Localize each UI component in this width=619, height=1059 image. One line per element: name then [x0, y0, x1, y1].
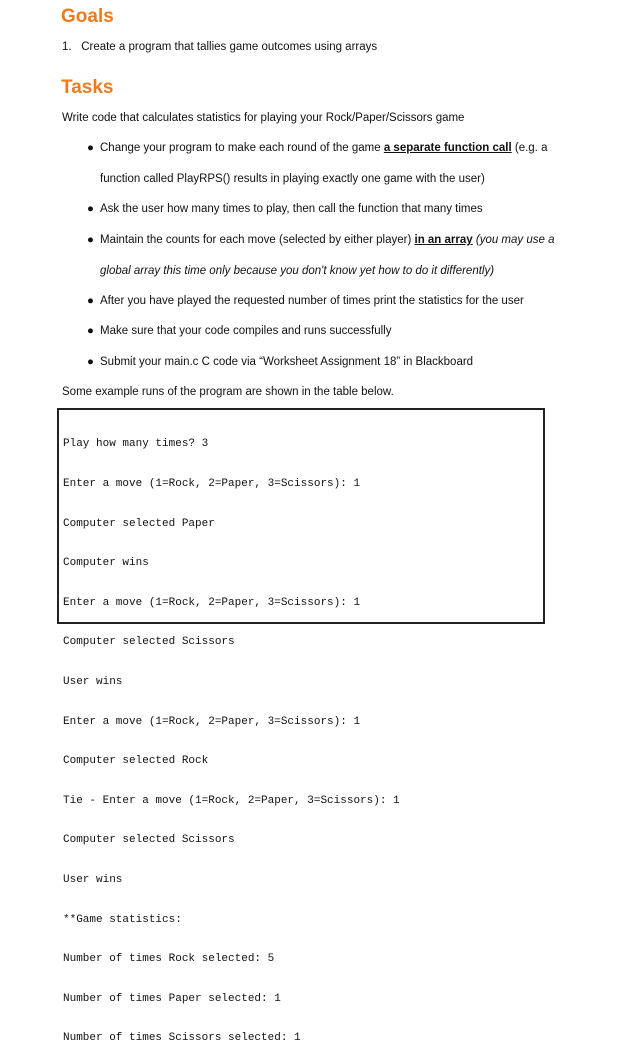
task-bullet-2: Ask the user how many times to play, then call the function that many times [100, 203, 483, 215]
code-line: Computer wins [63, 557, 149, 570]
task-bullet-1-text: Change your program to make each round of the game [100, 142, 384, 154]
task-bullet-6: Submit your main.c C code via “Worksheet Assignment 18” in Blackboard [100, 356, 474, 368]
code-line: Number of times Rock selected: 5 [63, 953, 275, 966]
task-bullet-1-line-2: function called PlayRPS() results in playing exactly one game with the user) [100, 173, 485, 185]
task-bullet-1-emphasis: a separate function call [383, 142, 512, 154]
task-bullet-5: Make sure that your code compiles and runs successfully [100, 325, 392, 337]
task-bullet-3-emphasis: in an array [414, 234, 473, 246]
bullet-dot: ● [87, 234, 94, 246]
code-line: **Game statistics: [63, 913, 182, 926]
code-line: User wins [63, 675, 123, 688]
code-line: Enter a move (1=Rock, 2=Paper, 3=Scissors): 1 [63, 478, 361, 490]
code-line: Number of times Scissors selected: 1 [63, 1032, 301, 1045]
task-bullet-3-italic: (you may use a [472, 234, 555, 246]
task-bullet-3-line-2: global array this time only because you don't know yet how to do it differently) [100, 265, 495, 277]
bullet-dot: ● [87, 203, 94, 215]
task-bullet-4: After you have played the requested number of times print the statistics for the user [100, 295, 524, 307]
code-line: Computer selected Rock [63, 755, 209, 768]
goal-item-1 [62, 40, 377, 54]
code-line: Play how many times? 3 [63, 438, 209, 451]
tasks-heading: Tasks [61, 77, 114, 98]
goal-item-number: 1. [62, 41, 72, 53]
example-output-box [57, 408, 545, 1045]
task-bullet-1-text-tail: (e.g. a [511, 142, 548, 154]
bullet-dot: ● [87, 325, 94, 337]
task-bullet-1-line-1 [100, 141, 547, 155]
bullet-dot: ● [87, 356, 94, 368]
code-line: Enter a move (1=Rock, 2=Paper, 3=Scissors): 1 [63, 596, 361, 609]
tasks-intro: Write code that calculates statistics for playing your Rock/Paper/Scissors game [62, 112, 465, 124]
task-bullet-3-text: Maintain the counts for each move (selected by either player) [100, 234, 415, 246]
example-intro: Some example runs of the program are shown in the table below. [62, 386, 394, 398]
bullet-dot: ● [87, 142, 94, 154]
code-line: Computer selected Scissors [63, 834, 235, 847]
task-bullet-3-line-1 [100, 233, 555, 247]
code-line: Computer selected Scissors [63, 636, 235, 649]
code-line: Computer selected Paper [63, 517, 215, 530]
goals-heading: Goals [61, 6, 114, 27]
goal-item-text: Create a program that tallies game outcomes using arrays [81, 41, 378, 53]
bullet-dot: ● [87, 295, 94, 307]
code-line: Tie - Enter a move (1=Rock, 2=Paper, 3=Scissors): 1 [63, 794, 400, 807]
code-line: User wins [63, 873, 123, 886]
code-line: Enter a move (1=Rock, 2=Paper, 3=Scissors): 1 [63, 715, 361, 728]
code-line: Number of times Paper selected: 1 [63, 992, 281, 1005]
